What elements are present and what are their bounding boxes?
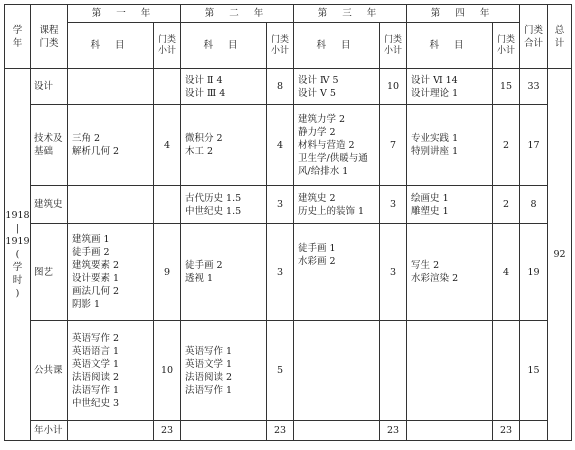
- subject-item: 水彩画 2: [298, 256, 336, 267]
- subject-item: 雕塑史 1: [411, 205, 449, 217]
- subject-item: 建筑史 2: [298, 192, 336, 204]
- count-cell: 5: [267, 321, 294, 421]
- header-count: [493, 23, 520, 69]
- subject-item: 法语写作 1: [72, 384, 120, 396]
- header-year-3: 第 三 年: [294, 5, 407, 23]
- category-cell: [31, 105, 68, 186]
- academic-year-line: (: [15, 249, 20, 260]
- subject-list-year-1: [68, 321, 154, 421]
- subject-item: 材料与营造 2: [298, 139, 355, 151]
- header-count-line: 门类: [497, 34, 516, 45]
- count-cell: 3: [267, 186, 294, 224]
- subtotal-year-2: 23: [267, 421, 294, 441]
- header-year-line: 年: [12, 37, 23, 49]
- header-subject: 科 目: [407, 23, 493, 69]
- header-count-line: 门类: [158, 34, 177, 45]
- category-total-cell: 8: [520, 186, 548, 224]
- subject-item: 英语文学 1: [72, 358, 120, 370]
- header-count-line: 门类: [384, 34, 403, 45]
- header-category-line: 课程: [39, 24, 59, 36]
- subject-item: 建筑力学 2: [298, 113, 346, 125]
- subject-item: 画法几何 2: [72, 286, 120, 297]
- header-total-line: 门类: [524, 24, 544, 36]
- subject-item: 英语写作 1: [185, 345, 233, 357]
- count-cell: [154, 186, 181, 224]
- subject-list-year-3: [294, 224, 380, 321]
- category-cell: 设计: [31, 69, 68, 105]
- subject-list-year-3: [294, 105, 380, 186]
- count-cell: 3: [380, 186, 407, 224]
- count-cell: 3: [267, 224, 294, 321]
- header-total-line: 合计: [524, 37, 544, 49]
- header-count: [154, 23, 181, 69]
- academic-year-line: 1918: [5, 210, 30, 221]
- subject-list-year-3: [294, 321, 380, 421]
- table-row: [5, 105, 572, 186]
- table-row: [5, 224, 572, 321]
- academic-year-line: 时: [12, 275, 23, 286]
- academic-year-line: ): [15, 288, 20, 299]
- subject-list-year-2: [181, 186, 267, 224]
- subject-item: 徒手画 2: [185, 260, 223, 271]
- subject-list-year-1: [68, 69, 154, 105]
- subject-list-year-4: [407, 69, 493, 105]
- subtotal-label: 年小计: [31, 421, 68, 441]
- academic-year-line: 1919: [5, 236, 30, 247]
- subtotal-row: [5, 421, 572, 441]
- subject-list-year-2: [181, 321, 267, 421]
- header-subject: 科 目: [68, 23, 154, 69]
- subtotal-spacer: [68, 421, 154, 441]
- subtotal-spacer: [407, 421, 493, 441]
- academic-year-line: |: [15, 223, 20, 234]
- subject-item: 法语阅读 2: [185, 371, 233, 383]
- category-cell: 建筑史: [31, 186, 68, 224]
- header-count-line: 小计: [497, 45, 516, 56]
- header-count-line: 小计: [384, 45, 403, 56]
- subject-item: 法语阅读 2: [72, 371, 120, 383]
- subject-item: 历史上的装饰 1: [298, 205, 365, 217]
- header-row-years: [5, 5, 572, 23]
- subject-item: 绘画史 1: [411, 192, 449, 204]
- subject-item: 卫生学/供暖与通: [298, 152, 368, 164]
- subject-item: 阴影 1: [72, 299, 101, 310]
- count-cell: 4: [493, 224, 520, 321]
- subject-list-year-2: [181, 224, 267, 321]
- header-count-line: 小计: [158, 45, 177, 56]
- subject-item: 设计 Ⅱ 4: [185, 74, 223, 86]
- subject-list-year-4: [407, 186, 493, 224]
- count-cell: 2: [493, 105, 520, 186]
- header-row-subjects: [5, 23, 572, 69]
- header-year-1: 第 一 年: [68, 5, 181, 23]
- subject-item: 微积分 2: [185, 133, 223, 144]
- subject-item: 徒手画 1: [298, 243, 336, 254]
- subject-item: 设计 Ⅲ 4: [185, 87, 226, 99]
- subject-item: 设计 Ⅵ 14: [411, 74, 458, 86]
- subject-list-year-2: [181, 105, 267, 186]
- subtotal-spacer: [520, 421, 548, 441]
- count-cell: 3: [380, 224, 407, 321]
- subject-item: 中世纪史 3: [72, 397, 120, 409]
- subject-item: 木工 2: [185, 146, 214, 157]
- count-cell: [380, 321, 407, 421]
- subtotal-spacer: [181, 421, 267, 441]
- grand-total-cell: 92: [548, 69, 572, 441]
- academic-year-cell: [5, 69, 31, 441]
- count-cell: 9: [154, 224, 181, 321]
- curriculum-table: [4, 4, 572, 441]
- subject-list-year-3: [294, 186, 380, 224]
- header-count: [380, 23, 407, 69]
- subject-item: 写生 2: [411, 260, 440, 271]
- subject-item: 设计 Ⅳ 5: [298, 74, 339, 86]
- count-cell: 10: [154, 321, 181, 421]
- count-cell: [493, 321, 520, 421]
- count-cell: 4: [267, 105, 294, 186]
- subject-list-year-1: [68, 224, 154, 321]
- header-count-line: 小计: [271, 45, 290, 56]
- subject-item: 英语文学 1: [185, 358, 233, 370]
- count-cell: 2: [493, 186, 520, 224]
- category-cell: 公共课: [31, 321, 68, 421]
- table-row: [5, 69, 572, 105]
- category-total-cell: 15: [520, 321, 548, 421]
- subject-item: 水彩渲染 2: [411, 273, 459, 284]
- subtotal-spacer: [294, 421, 380, 441]
- subject-item: 中世纪史 1.5: [185, 205, 242, 217]
- subject-item: 设计理论 1: [411, 87, 459, 99]
- subject-list-year-3: [294, 69, 380, 105]
- subject-item: 英语语言 1: [72, 345, 120, 357]
- subject-list-year-2: [181, 69, 267, 105]
- header-grand-total: [548, 5, 572, 69]
- subject-item: 特别讲座 1: [411, 146, 459, 157]
- table-row: [5, 321, 572, 421]
- subject-item: 徒手画 2: [72, 247, 110, 258]
- subtotal-year-3: 23: [380, 421, 407, 441]
- header-grand-total-line: 总: [554, 24, 565, 36]
- category-cell: 图艺: [31, 224, 68, 321]
- header-category-total: [520, 5, 548, 69]
- subject-item: 法语写作 1: [185, 384, 233, 396]
- header-subject: 科 目: [181, 23, 267, 69]
- subject-item: 建筑要素 2: [72, 260, 120, 271]
- category-label: 技术及基础: [34, 133, 63, 157]
- count-cell: 15: [493, 69, 520, 105]
- subject-list-year-1: [68, 105, 154, 186]
- academic-year-line: 学: [12, 262, 23, 273]
- header-category-line: 门类: [39, 37, 59, 49]
- category-total-cell: 33: [520, 69, 548, 105]
- table-row: [5, 186, 572, 224]
- subject-item: 静力学 2: [298, 126, 336, 138]
- subject-item: 设计要素 1: [72, 273, 120, 284]
- subject-item: 风/给排水 1: [298, 165, 349, 177]
- subject-item: 透视 1: [185, 273, 214, 284]
- count-cell: 7: [380, 105, 407, 186]
- subject-list-year-1: [68, 186, 154, 224]
- subtotal-year-4: 23: [493, 421, 520, 441]
- subject-list-year-4: [407, 224, 493, 321]
- header-count: [267, 23, 294, 69]
- subject-item: 设计 Ⅴ 5: [298, 87, 336, 99]
- header-category: [31, 5, 68, 69]
- category-total-cell: 19: [520, 224, 548, 321]
- subject-item: 三角 2: [72, 133, 101, 144]
- header-count-line: 门类: [271, 34, 290, 45]
- category-total-cell: 17: [520, 105, 548, 186]
- header-year-line: 学: [12, 24, 23, 36]
- count-cell: 8: [267, 69, 294, 105]
- subject-item: 专业实践 1: [411, 133, 459, 144]
- header-year-4: 第 四 年: [407, 5, 520, 23]
- header-grand-total-line: 计: [554, 37, 565, 49]
- subtotal-year-1: 23: [154, 421, 181, 441]
- count-cell: 10: [380, 69, 407, 105]
- subject-item: 英语写作 2: [72, 332, 120, 344]
- header-year: [5, 5, 31, 69]
- subject-item: 建筑画 1: [72, 234, 110, 245]
- subject-item: 古代历史 1.5: [185, 192, 242, 204]
- count-cell: [154, 69, 181, 105]
- header-year-2: 第 二 年: [181, 5, 294, 23]
- subject-list-year-4: [407, 105, 493, 186]
- header-subject: 科 目: [294, 23, 380, 69]
- subject-item: 解析几何 2: [72, 146, 120, 157]
- subject-list-year-4: [407, 321, 493, 421]
- count-cell: 4: [154, 105, 181, 186]
